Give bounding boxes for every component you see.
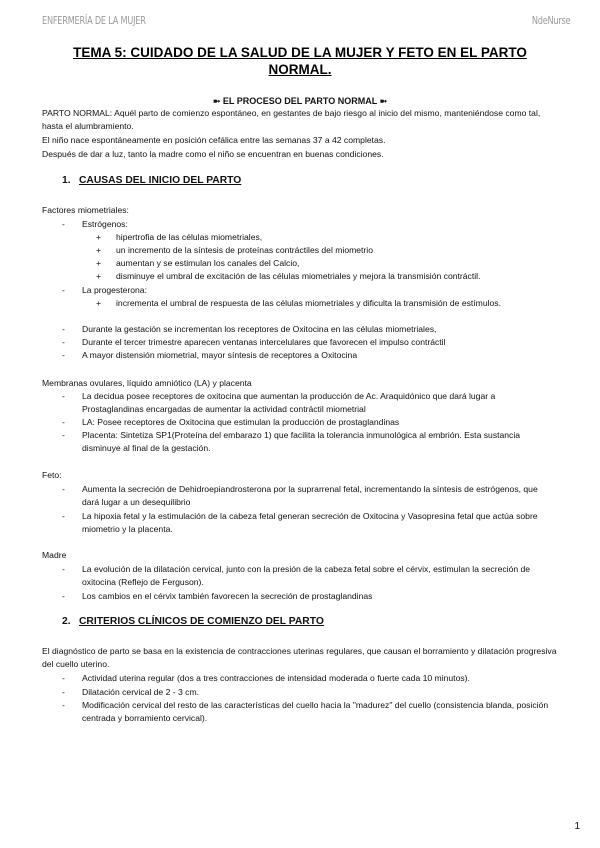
list-item	[62, 284, 552, 297]
list-item-text: LA: Posee receptores de Oxitocina que estimulan la producción de prostaglandinas	[82, 417, 400, 427]
list-item	[62, 510, 552, 537]
dash-bullet: -	[62, 430, 65, 440]
dash-bullet: -	[62, 700, 65, 710]
plus-bullet: +	[96, 232, 102, 242]
list-item	[62, 483, 552, 510]
estrogenos-label: Estrógenos:	[82, 219, 128, 229]
list-item-text: disminuye el umbral de excitación de las células miometriales y mejora la transmisión contráctil.	[116, 271, 481, 281]
intro-position: El niño nace espontáneamente en posición cefálica entre las semanas 37 a 42 completas.	[42, 135, 386, 145]
list-item	[96, 297, 526, 310]
list-item	[96, 257, 556, 270]
section-2-number: 2.	[62, 616, 71, 627]
dash-bullet: -	[62, 285, 65, 295]
list-item-text: Dilatación cervical de 2 - 3 cm.	[82, 687, 200, 697]
header-course-name: ENFERMERÍA DE LA MUJER	[42, 15, 146, 27]
progesterona-label: La progesterona:	[82, 285, 147, 295]
plus-bullet: +	[96, 258, 102, 268]
list-item-text: Modificación cervical del resto de las características del cuello hacia la "madurez" del cuello (consistencia blanda, posición centrada y borramiento cervical).	[82, 700, 549, 724]
list-item-text: hipertrofia de las células miometriales,	[116, 232, 263, 242]
list-item	[62, 416, 552, 429]
section-1-number: 1.	[62, 175, 71, 186]
dash-bullet: -	[62, 484, 65, 494]
list-item	[96, 270, 566, 283]
dash-bullet: -	[62, 511, 65, 521]
header-brand: NdeNurse	[531, 15, 570, 27]
section-2-heading	[62, 615, 324, 628]
section-2-intro: El diagnóstico de parto se basa en la existencia de contracciones uterinas regulares, que causan el borramiento y dilatación progresiva del cuello uterino.	[42, 646, 557, 670]
section-1-heading	[62, 174, 241, 187]
list-item	[62, 390, 552, 417]
list-item	[62, 323, 552, 336]
page-number: 1	[574, 821, 580, 832]
membranas-label: Membranas ovulares, líquido amniótico (LA) y placenta	[42, 378, 252, 388]
plus-bullet: +	[96, 271, 102, 281]
dash-bullet: -	[62, 391, 65, 401]
list-item	[62, 429, 552, 456]
list-item	[62, 218, 552, 231]
dash-bullet: -	[62, 350, 65, 360]
list-item	[62, 672, 552, 685]
dash-bullet: -	[62, 337, 65, 347]
dash-bullet: -	[62, 417, 65, 427]
section-1-title: CAUSAS DEL INICIO DEL PARTO	[79, 175, 242, 186]
madre-label: Madre	[42, 550, 67, 560]
dash-bullet: -	[62, 591, 65, 601]
list-item	[62, 336, 552, 349]
list-item-text: Aumenta la secreción de Dehidroepiandrosterona por la suprarrenal fetal, incrementando la síntesis de estrógenos, que dará lugar a un desequilibrio	[82, 484, 538, 508]
list-item	[62, 563, 552, 590]
list-item-text: un incremento de la síntesis de proteínas contráctiles del miometrio	[116, 245, 373, 255]
list-item-text: Actividad uterina regular (dos a tres contracciones de intensidad moderada o fuerte cada 10 minutos).	[82, 673, 470, 683]
dash-bullet: -	[62, 219, 65, 229]
list-item-text: La decidua posee receptores de oxitocina que aumentan la producción de Ac. Araquidónico que dará lugar a Prostaglandinas encargadas de aumentar la actividad contráctil miometrial	[82, 391, 496, 415]
list-item-text: incrementa el umbral de respuesta de las células miometriales y dificulta la transmisión de estímulos.	[116, 298, 501, 308]
list-item-text: Placenta: Sintetiza SP1(Proteína del embarazo 1) que facilita la tolerancia inmunológica al embrión. Esta sustancia disminuye al final de la gestación.	[82, 430, 521, 454]
intro-definition: PARTO NORMAL: Aquél parto de comienzo espontáneo, en gestantes de bajo riesgo al inicio del mismo, manteniéndose como tal, hasta el alumbramiento.	[42, 108, 541, 132]
list-item	[96, 231, 556, 244]
dash-bullet: -	[62, 324, 65, 334]
section-2-title: CRITERIOS CLÍNICOS DE COMIENZO DEL PARTO	[79, 616, 324, 627]
list-item-text: Durante la gestación se incrementan los receptores de Oxitocina en las células miometriales,	[82, 324, 437, 334]
intro-condition: Después de dar a luz, tanto la madre como el niño se encuentran en buenas condiciones.	[42, 149, 384, 159]
list-item-text: aumentan y se estimulan los canales del Calcio,	[116, 258, 300, 268]
dash-bullet: -	[62, 673, 65, 683]
plus-bullet: +	[96, 298, 102, 308]
list-item-text: A mayor distensión miometrial, mayor síntesis de receptores a Oxitocina	[82, 350, 358, 360]
list-item-text: Durante el tercer trimestre aparecen ventanas intercelulares que favorecen el impulso contráctil	[82, 337, 446, 347]
subtitle: ➼ EL PROCESO DEL PARTO NORMAL ➼	[212, 96, 388, 106]
list-item	[62, 686, 552, 699]
page-title: TEMA 5: CUIDADO DE LA SALUD DE LA MUJER Y FETO EN EL PARTO NORMAL.	[73, 45, 527, 77]
list-item-text: La hipoxia fetal y la estimulación de la cabeza fetal generan secreción de Oxitocina y Vasopresina fetal que actúa sobre miometrio y la placenta.	[82, 511, 538, 535]
list-item	[96, 244, 556, 257]
factores-label: Factores miometriales:	[42, 205, 129, 215]
plus-bullet: +	[96, 245, 102, 255]
list-item	[62, 349, 552, 362]
list-item	[62, 699, 552, 726]
dash-bullet: -	[62, 687, 65, 697]
list-item	[62, 590, 552, 603]
list-item-text: La evolución de la dilatación cervical, junto con la presión de la cabeza fetal sobre el cérvix, estimulan la secreción de oxitocina (Reflejo de Ferguson).	[82, 564, 531, 588]
feto-label: Feto:	[42, 470, 62, 480]
dash-bullet: -	[62, 564, 65, 574]
list-item-text: Los cambios en el cérvix también favorecen la secreción de prostaglandinas	[82, 591, 373, 601]
